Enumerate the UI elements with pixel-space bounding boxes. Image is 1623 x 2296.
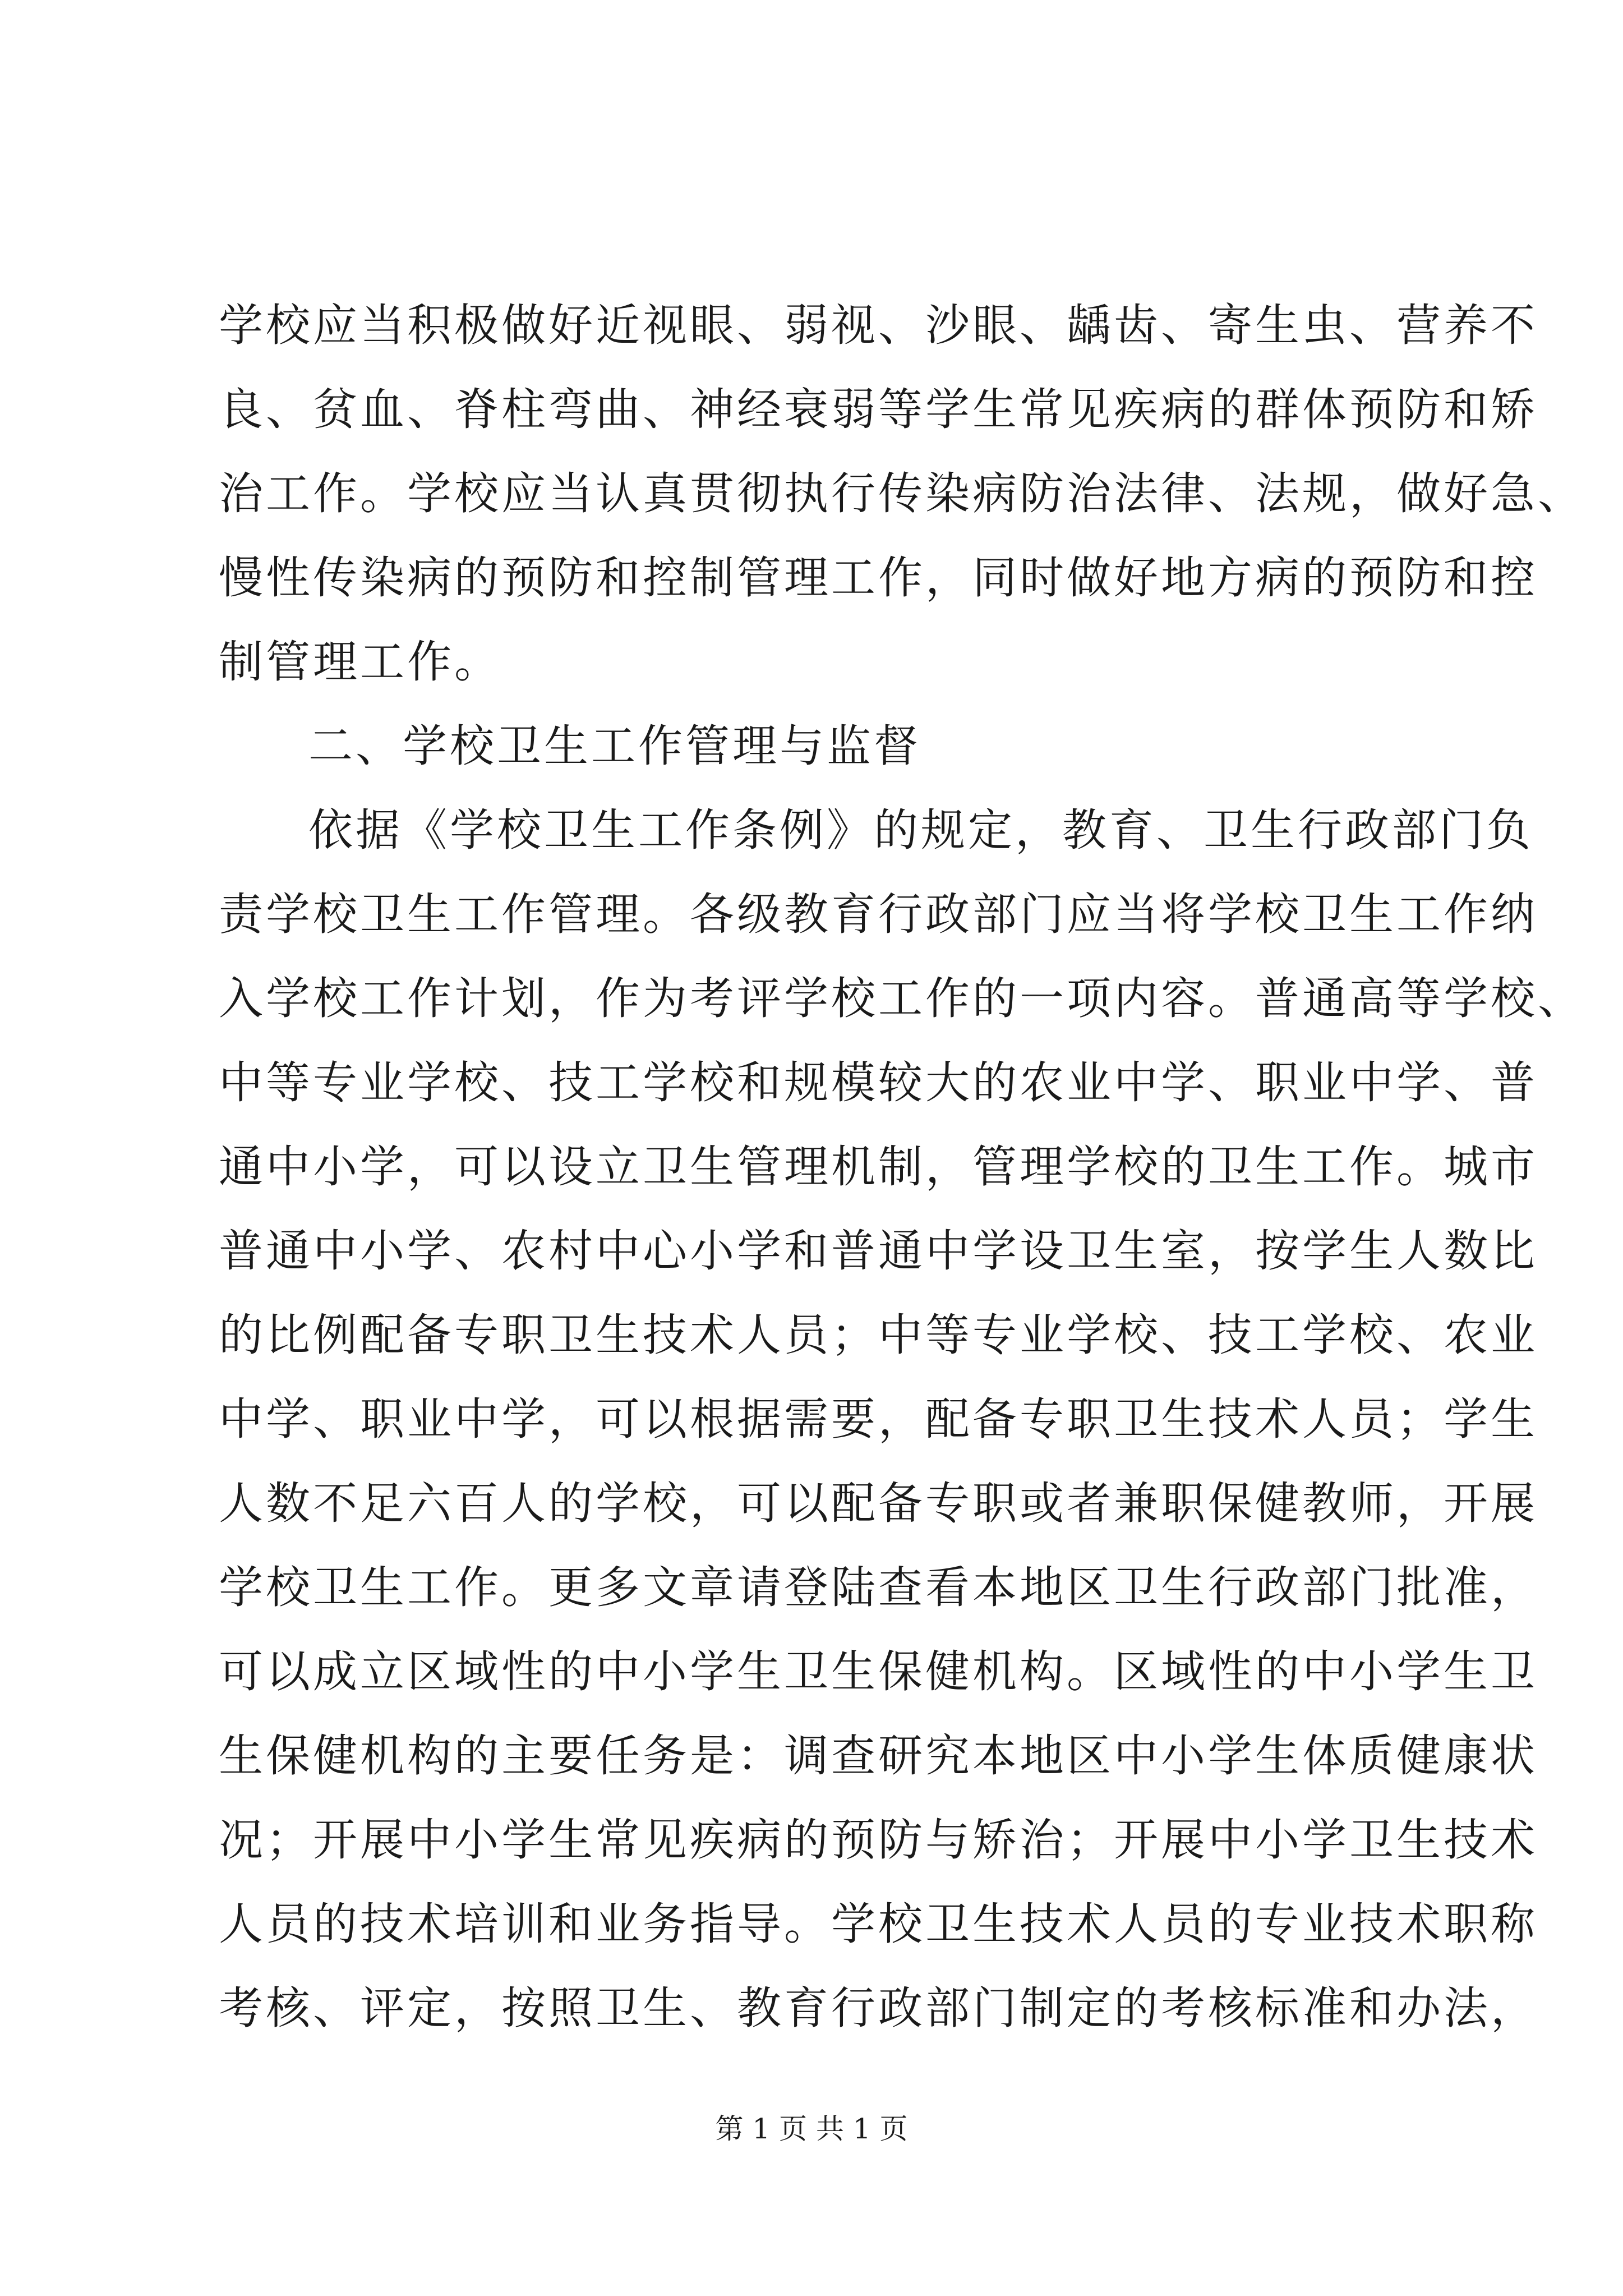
body-line: 生保健机构的主要任务是：调查研究本地区中小学生体质健康状	[219, 1730, 1538, 1782]
body-line: 中学、职业中学，可以根据需要，配备专职卫生技术人员；学生	[219, 1393, 1538, 1445]
document-body	[219, 283, 1585, 2050]
body-line: 人员的技术培训和业务指导。学校卫生技术人员的专业技术职称	[219, 1898, 1538, 1950]
body-line: 学校卫生工作。更多文章请登陆查看本地区卫生行政部门批准，	[219, 1562, 1538, 1613]
body-line: 制管理工作。	[219, 636, 501, 688]
section-heading: 二、学校卫生工作管理与监督	[308, 720, 921, 772]
body-line: 责学校卫生工作管理。各级教育行政部门应当将学校卫生工作纳	[219, 889, 1538, 940]
body-line: 依据《学校卫生工作条例》的规定，教育、卫生行政部门负	[308, 804, 1533, 856]
body-line: 况；开展中小学生常见疾病的预防与矫治；开展中小学卫生技术	[219, 1814, 1538, 1866]
body-line: 通中小学，可以设立卫生管理机制，管理学校的卫生工作。城市	[219, 1141, 1538, 1193]
body-line: 中等专业学校、技工学校和规模较大的农业中学、职业中学、普	[219, 1057, 1538, 1108]
body-line: 普通中小学、农村中心小学和普通中学设卫生室，按学生人数比	[219, 1225, 1538, 1277]
body-line: 治工作。学校应当认真贯彻执行传染病防治法律、法规，做好急、	[219, 468, 1585, 519]
body-line: 考核、评定，按照卫生、教育行政部门制定的考核标准和办法，	[219, 1982, 1538, 2034]
body-line: 学校应当积极做好近视眼、弱视、沙眼、龋齿、寄生虫、营养不	[219, 300, 1538, 351]
body-line: 人数不足六百人的学校，可以配备专职或者兼职保健教师，开展	[219, 1478, 1538, 1529]
body-line: 的比例配备专职卫生技术人员；中等专业学校、技工学校、农业	[219, 1309, 1538, 1361]
body-line: 入学校工作计划，作为考评学校工作的一项内容。普通高等学校、	[219, 973, 1585, 1024]
body-line: 慢性传染病的预防和控制管理工作，同时做好地方病的预防和控	[219, 552, 1538, 604]
page-number-footer: 第 1 页 共 1 页	[715, 2113, 908, 2145]
body-line: 良、贫血、脊柱弯曲、神经衰弱等学生常见疾病的群体预防和矫	[219, 384, 1538, 435]
body-line: 可以成立区域性的中小学生卫生保健机构。区域性的中小学生卫	[219, 1646, 1538, 1697]
